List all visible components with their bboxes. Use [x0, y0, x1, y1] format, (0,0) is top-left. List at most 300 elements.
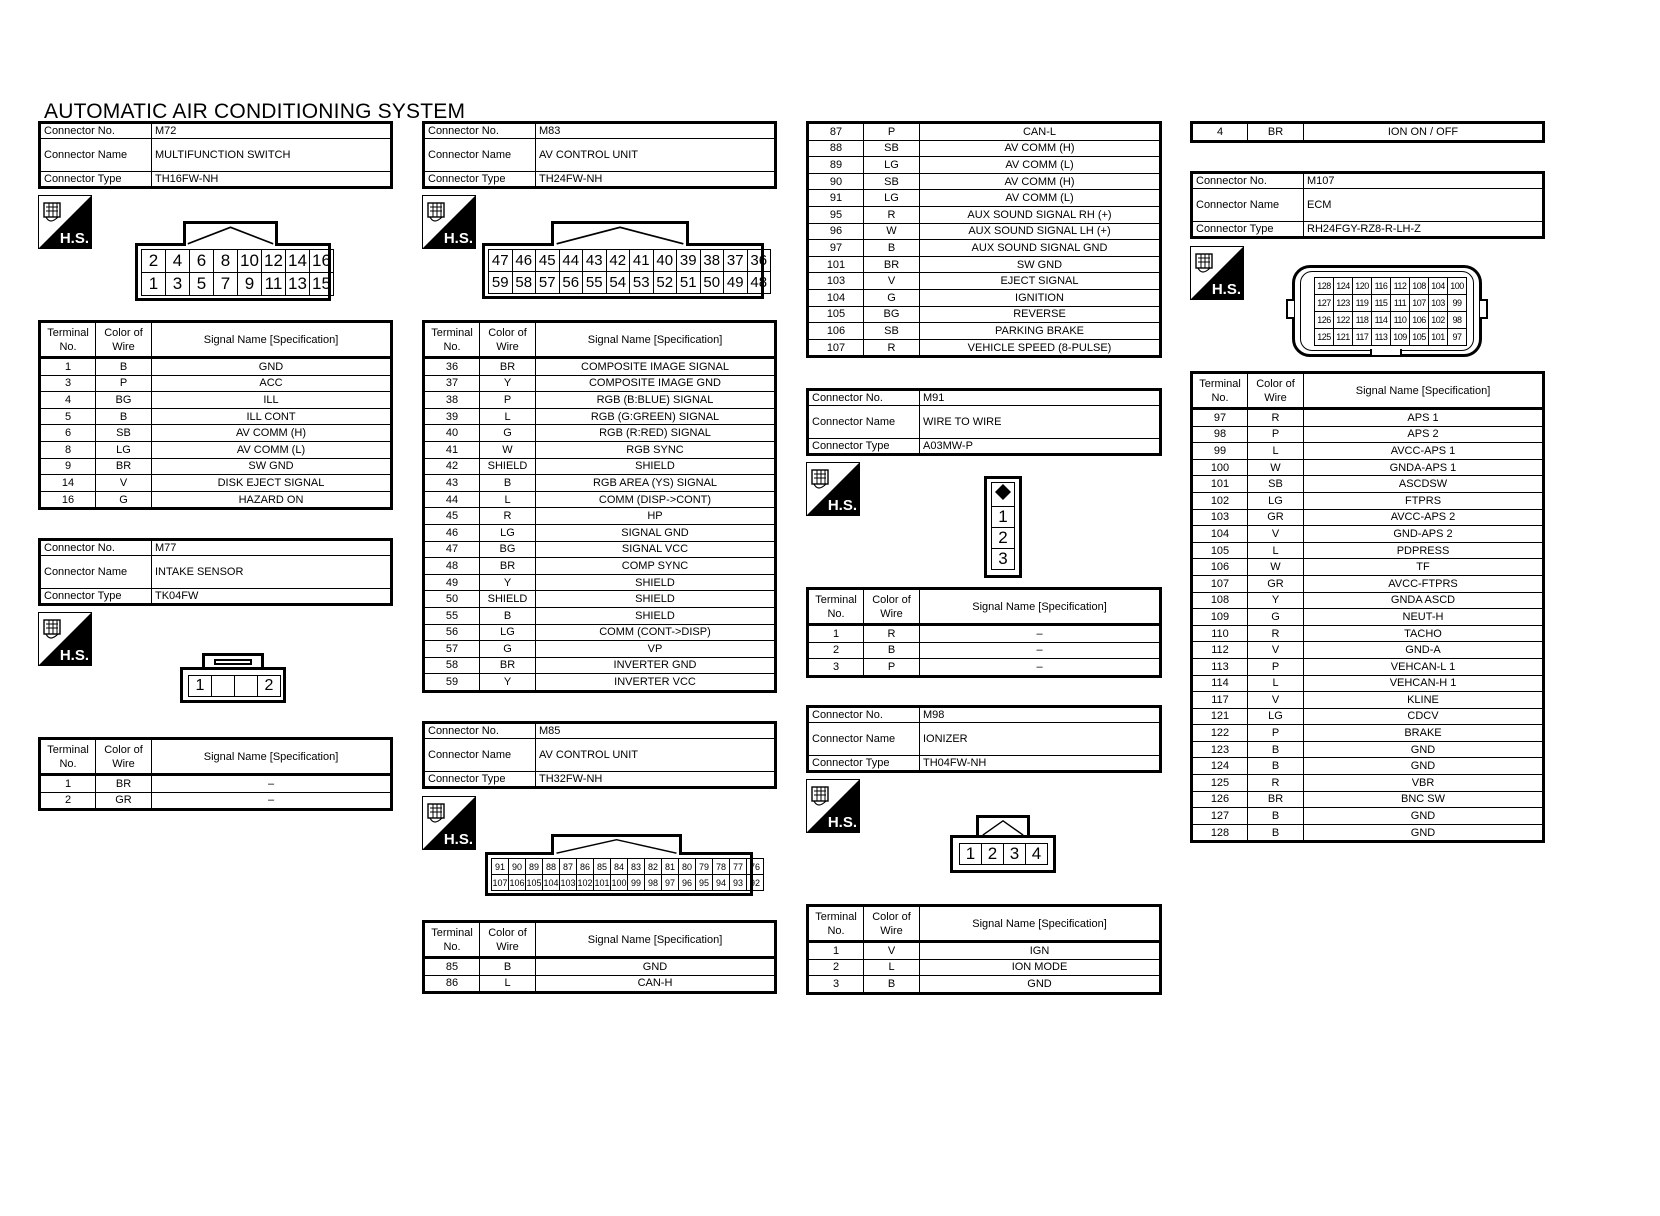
wire-color: B: [1248, 758, 1304, 775]
terminal-no: 36: [424, 358, 480, 376]
signal-name: ASCDSW: [1304, 476, 1544, 493]
connector-no: M77: [152, 540, 392, 556]
wire-color: SB: [864, 140, 920, 157]
terminal-no: 56: [424, 624, 480, 641]
terminal-no: 127: [1192, 808, 1248, 825]
terminal-no: 14: [40, 475, 96, 492]
harness-side-icon: [38, 195, 92, 249]
pin-cell: 116: [1372, 278, 1391, 295]
signal-name: –: [920, 625, 1161, 643]
table-row: [808, 206, 1161, 223]
terminal-no: 1: [40, 775, 96, 793]
table-row: [808, 339, 1161, 357]
signal-name: VEHCAN-H 1: [1304, 675, 1544, 692]
signal-name: COMM (DISP->CONT): [536, 491, 776, 508]
info-label: Connector No.: [40, 123, 152, 139]
signal-name: GND: [920, 976, 1161, 994]
table-row: [1192, 775, 1544, 792]
terminal-no: 98: [1192, 426, 1248, 443]
connector-type: TK04FW: [152, 589, 392, 605]
info-label: Connector No.: [424, 123, 536, 139]
table-row: [424, 491, 776, 508]
table-row: [808, 659, 1161, 677]
signal-name: GND: [1304, 758, 1544, 775]
wire-color: Y: [1248, 592, 1304, 609]
info-label: Connector Name: [40, 139, 152, 172]
terminal-no: 55: [424, 607, 480, 624]
terminal-no: 110: [1192, 625, 1248, 642]
pin-cell: 107: [492, 875, 509, 891]
terminal-no: 109: [1192, 609, 1248, 626]
signal-name: RGB (B:BLUE) SIGNAL: [536, 392, 776, 409]
table-row: [424, 657, 776, 674]
pin-cell: 52: [653, 272, 677, 294]
signal-name: SHIELD: [536, 574, 776, 591]
terminal-no: 40: [424, 425, 480, 442]
table-row: [808, 173, 1161, 190]
m91-terminal-table: [806, 587, 1162, 678]
pin-cell: 101: [594, 875, 611, 891]
signal-name: SW GND: [152, 458, 392, 475]
wire-color: BG: [480, 541, 536, 558]
signal-name: COMM (CONT->DISP): [536, 624, 776, 641]
pin-cell: 3: [166, 273, 190, 296]
table-row: [1192, 443, 1544, 460]
terminal-no: 37: [424, 375, 480, 392]
signal-name: PARKING BRAKE: [920, 323, 1161, 340]
wire-color: G: [480, 425, 536, 442]
wire-color: LG: [864, 190, 920, 207]
signal-name: AV COMM (H): [152, 425, 392, 442]
connector-no: M85: [536, 723, 776, 739]
wire-color: P: [1248, 725, 1304, 742]
table-row: [424, 624, 776, 641]
terminal-no: 3: [40, 375, 96, 392]
table-row: [40, 491, 392, 509]
signal-name: RGB AREA (YS) SIGNAL: [536, 475, 776, 492]
wire-color: V: [864, 942, 920, 960]
pin-cell: 13: [286, 273, 310, 296]
m77-terminal-table: [38, 737, 393, 811]
signal-name: VEHCAN-L 1: [1304, 658, 1544, 675]
terminal-no: 1: [808, 625, 864, 643]
table-row: [808, 157, 1161, 174]
m107-terminal-table: [1190, 371, 1545, 843]
table-row: [1192, 708, 1544, 725]
signal-name: AUX SOUND SIGNAL RH (+): [920, 206, 1161, 223]
signal-name: EJECT SIGNAL: [920, 273, 1161, 290]
terminal-no: 59: [424, 674, 480, 692]
signal-name: CDCV: [1304, 708, 1544, 725]
terminal-no: 99: [1192, 443, 1248, 460]
connector-no: M98: [920, 707, 1161, 723]
pin-cell: 1: [189, 676, 212, 697]
terminal-no-header: Terminal No.: [40, 739, 96, 775]
wire-color: BR: [480, 358, 536, 376]
m107-connector-info: [1190, 171, 1545, 239]
pin-cell: 12: [262, 250, 286, 273]
hs-label: H.S.: [827, 497, 857, 514]
signal-name: VEHICLE SPEED (8-PULSE): [920, 339, 1161, 357]
signal-name-header: Signal Name [Specification]: [152, 322, 392, 358]
signal-name: VP: [536, 641, 776, 658]
pin-cell: 123: [1334, 295, 1353, 312]
pin-cell: 113: [1372, 329, 1391, 346]
wire-color: B: [480, 958, 536, 976]
wire-color: V: [1248, 692, 1304, 709]
signal-name: SHIELD: [536, 458, 776, 475]
terminal-no: 106: [1192, 559, 1248, 576]
terminal-no: 1: [40, 358, 96, 376]
table-row: [808, 223, 1161, 240]
pin-cell: 97: [662, 875, 679, 891]
table-row: [40, 358, 392, 376]
pin-cell: 102: [577, 875, 594, 891]
signal-name: TF: [1304, 559, 1544, 576]
wire-color: LG: [480, 624, 536, 641]
harness-side-icon: [422, 195, 476, 249]
signal-name: AVCC-APS 1: [1304, 443, 1544, 460]
m83-terminal-table: [422, 320, 777, 693]
table-row: [808, 976, 1161, 994]
table-row: [1192, 559, 1544, 576]
table-row: [1192, 492, 1544, 509]
pin-cell: 98: [1448, 312, 1467, 329]
table-row: [424, 441, 776, 458]
signal-name: ACC: [152, 375, 392, 392]
connector-name: WIRE TO WIRE: [920, 406, 1161, 439]
terminal-no: 49: [424, 574, 480, 591]
pin-cell: 2: [142, 250, 166, 273]
wire-color: SB: [96, 425, 152, 442]
connector-type: RH24FGY-RZ8-R-LH-Z: [1304, 222, 1544, 238]
terminal-no: 45: [424, 508, 480, 525]
wire-color: B: [1248, 741, 1304, 758]
signal-name: NEUT-H: [1304, 609, 1544, 626]
terminal-no: 9: [40, 458, 96, 475]
wire-color: G: [1248, 609, 1304, 626]
wire-color: Y: [480, 674, 536, 692]
wire-color: SB: [1248, 476, 1304, 493]
table-row: [1192, 409, 1544, 427]
terminal-no: 6: [40, 425, 96, 442]
info-label: Connector Type: [808, 439, 920, 455]
terminal-no: 97: [808, 240, 864, 257]
terminal-no: 126: [1192, 791, 1248, 808]
table-row: [424, 641, 776, 658]
signal-name: SW GND: [920, 256, 1161, 273]
signal-name: SHIELD: [536, 591, 776, 608]
signal-name: GNDA ASCD: [1304, 592, 1544, 609]
table-row: [808, 959, 1161, 976]
terminal-no: 3: [808, 659, 864, 677]
pin-cell: 4: [1026, 844, 1048, 865]
signal-name: INVERTER VCC: [536, 674, 776, 692]
pin-cell: 100: [1448, 278, 1467, 295]
pin-cell: 2: [992, 528, 1015, 549]
table-row: [808, 256, 1161, 273]
pin-cell: 104: [1429, 278, 1448, 295]
table-row: [1192, 575, 1544, 592]
terminal-no-header: Terminal No.: [808, 906, 864, 942]
signal-name: GND-A: [1304, 642, 1544, 659]
table-row: [40, 392, 392, 409]
signal-name: AVCC-APS 2: [1304, 509, 1544, 526]
pin-cell: 42: [606, 250, 630, 272]
m91-connector-info: [806, 388, 1162, 456]
terminal-no: 128: [1192, 824, 1248, 842]
connector-name: MULTIFUNCTION SWITCH: [152, 139, 392, 172]
pin-cell: 86: [577, 859, 594, 875]
terminal-no: 104: [1192, 526, 1248, 543]
table-row: [40, 792, 392, 810]
terminal-no: 87: [808, 123, 864, 141]
wire-color: R: [1248, 409, 1304, 427]
wire-color: L: [1248, 542, 1304, 559]
wire-color: Y: [480, 574, 536, 591]
info-label: Connector Type: [424, 772, 536, 788]
signal-name: PDPRESS: [1304, 542, 1544, 559]
terminal-no: 91: [808, 190, 864, 207]
pin-cell: 3: [1004, 844, 1026, 865]
pin-cell: 38: [700, 250, 724, 272]
pin-cell: 98: [645, 875, 662, 891]
pin-cell: 94: [713, 875, 730, 891]
info-label: Connector No.: [40, 540, 152, 556]
pin-cell: 106: [1410, 312, 1429, 329]
signal-name: ILL: [152, 392, 392, 409]
terminal-no: 57: [424, 641, 480, 658]
terminal-no: 108: [1192, 592, 1248, 609]
pin-cell: 99: [628, 875, 645, 891]
harness-side-icon: [806, 779, 860, 833]
table-row: [40, 775, 392, 793]
signal-name: AV COMM (H): [920, 173, 1161, 190]
table-row: [1192, 625, 1544, 642]
info-label: Connector Type: [40, 589, 152, 605]
pin-cell: 87: [560, 859, 577, 875]
color-of-wire-header: Color of Wire: [480, 922, 536, 958]
terminal-no: 105: [808, 306, 864, 323]
terminal-no: 46: [424, 524, 480, 541]
info-label: Connector No.: [1192, 173, 1304, 189]
pin-cell: 79: [696, 859, 713, 875]
pin-cell: 128: [1315, 278, 1334, 295]
signal-name-header: Signal Name [Specification]: [536, 322, 776, 358]
terminal-no: 102: [1192, 492, 1248, 509]
table-row: [1192, 542, 1544, 559]
signal-name: INVERTER GND: [536, 657, 776, 674]
signal-name: GND: [536, 958, 776, 976]
terminal-no: 43: [424, 475, 480, 492]
table-row: [1192, 476, 1544, 493]
pin-cell: 14: [286, 250, 310, 273]
signal-name: COMPOSITE IMAGE SIGNAL: [536, 358, 776, 376]
pin-cell: 110: [1391, 312, 1410, 329]
connector-name: IONIZER: [920, 723, 1161, 756]
terminal-no: 85: [424, 958, 480, 976]
terminal-no: 88: [808, 140, 864, 157]
pin-cell: 83: [628, 859, 645, 875]
wire-color: B: [480, 607, 536, 624]
pin-cell: 7: [214, 273, 238, 296]
signal-name-header: Signal Name [Specification]: [1304, 373, 1544, 409]
table-row: [1192, 758, 1544, 775]
table-row: [808, 123, 1161, 141]
pin-cell: 39: [677, 250, 701, 272]
terminal-no: 114: [1192, 675, 1248, 692]
signal-name: RGB SYNC: [536, 441, 776, 458]
table-row: [424, 508, 776, 525]
m77-connector-info: [38, 538, 393, 606]
table-row: [424, 524, 776, 541]
terminal-no: 121: [1192, 708, 1248, 725]
pin-cell: 100: [611, 875, 628, 891]
terminal-no: 48: [424, 558, 480, 575]
table-row: [424, 541, 776, 558]
pin-cell: 45: [536, 250, 560, 272]
harness-side-icon: [422, 796, 476, 850]
connector-type: TH16FW-NH: [152, 172, 392, 188]
pin-cell: 102: [1429, 312, 1448, 329]
pin-cell: 107: [1410, 295, 1429, 312]
pin-cell: 92: [747, 875, 764, 891]
signal-name: HAZARD ON: [152, 491, 392, 509]
m98_cont-terminal-table: [1190, 121, 1545, 143]
pin-cell: 112: [1391, 278, 1410, 295]
pin-cell: 4: [166, 250, 190, 273]
terminal-no: 113: [1192, 658, 1248, 675]
pin-cell: 1: [992, 507, 1015, 528]
signal-name: IGN: [920, 942, 1161, 960]
terminal-no: 44: [424, 491, 480, 508]
wire-color: V: [1248, 642, 1304, 659]
wire-color: R: [1248, 625, 1304, 642]
pin-cell: 88: [543, 859, 560, 875]
pin-cell: 93: [730, 875, 747, 891]
pin-cell: 76: [747, 859, 764, 875]
hs-label: H.S.: [1211, 281, 1241, 298]
pin-cell: 90: [509, 859, 526, 875]
pin-cell: 105: [526, 875, 543, 891]
wire-color: BR: [1248, 123, 1304, 142]
wire-color: L: [1248, 443, 1304, 460]
table-row: [1192, 459, 1544, 476]
terminal-no-header: Terminal No.: [808, 589, 864, 625]
signal-name: KLINE: [1304, 692, 1544, 709]
pin-cell: 2: [982, 844, 1004, 865]
table-row: [424, 375, 776, 392]
m98-connector-info: [806, 705, 1162, 773]
signal-name: REVERSE: [920, 306, 1161, 323]
terminal-no: 2: [808, 959, 864, 976]
m72-terminal-table: [38, 320, 393, 510]
terminal-no: 89: [808, 157, 864, 174]
pin-cell: 77: [730, 859, 747, 875]
pin-cell: 80: [679, 859, 696, 875]
m83-connector-info: [422, 121, 777, 189]
signal-name: AV COMM (L): [920, 157, 1161, 174]
signal-name-header: Signal Name [Specification]: [536, 922, 776, 958]
info-label: Connector Type: [1192, 222, 1304, 238]
page-title: AUTOMATIC AIR CONDITIONING SYSTEM: [44, 100, 466, 123]
wire-color: P: [864, 123, 920, 141]
wire-color: BG: [96, 392, 152, 409]
pin-cell: 44: [559, 250, 583, 272]
wire-color: V: [1248, 526, 1304, 543]
terminal-no: 103: [808, 273, 864, 290]
signal-name: CAN-L: [920, 123, 1161, 141]
terminal-no: 95: [808, 206, 864, 223]
pin-cell: 48: [747, 272, 771, 294]
signal-name: RGB (G:GREEN) SIGNAL: [536, 408, 776, 425]
table-row: [424, 458, 776, 475]
harness-side-icon: [806, 462, 860, 516]
pin-cell: 82: [645, 859, 662, 875]
table-row: [1192, 426, 1544, 443]
hs-label: H.S.: [443, 230, 473, 247]
terminal-no: 47: [424, 541, 480, 558]
table-row: [808, 273, 1161, 290]
wire-color: R: [864, 206, 920, 223]
signal-name: IGNITION: [920, 289, 1161, 306]
pin-cell: 11: [262, 273, 286, 296]
connector-no: M107: [1304, 173, 1544, 189]
table-row: [1192, 808, 1544, 825]
signal-name: AVCC-FTPRS: [1304, 575, 1544, 592]
connector-type: TH32FW-NH: [536, 772, 776, 788]
pin-cell: 115: [1372, 295, 1391, 312]
wire-color: P: [96, 375, 152, 392]
pin-cell: 125: [1315, 329, 1334, 346]
signal-name: GND: [1304, 824, 1544, 842]
wire-color: W: [480, 441, 536, 458]
pin-cell: 108: [1410, 278, 1429, 295]
pin-cell: 50: [700, 272, 724, 294]
pin-cell: 96: [679, 875, 696, 891]
pin-cell: 104: [543, 875, 560, 891]
wire-color: L: [480, 408, 536, 425]
pin-cell: 121: [1334, 329, 1353, 346]
signal-name: SIGNAL GND: [536, 524, 776, 541]
wire-color: L: [1248, 675, 1304, 692]
table-row: [40, 408, 392, 425]
wire-color: B: [96, 358, 152, 376]
table-row: [1192, 824, 1544, 842]
signal-name: GND: [1304, 808, 1544, 825]
wire-color: LG: [480, 524, 536, 541]
pin-cell: 49: [724, 272, 748, 294]
terminal-no: 101: [1192, 476, 1248, 493]
table-row: [1192, 791, 1544, 808]
connector-no: M72: [152, 123, 392, 139]
wire-color: SHIELD: [480, 591, 536, 608]
color-of-wire-header: Color of Wire: [1248, 373, 1304, 409]
info-label: Connector No.: [808, 390, 920, 406]
wire-color: R: [1248, 775, 1304, 792]
terminal-no: 16: [40, 491, 96, 509]
signal-name: –: [152, 775, 392, 793]
table-row: [424, 574, 776, 591]
connector-type: TH24FW-NH: [536, 172, 776, 188]
signal-name: –: [920, 642, 1161, 659]
terminal-no: 104: [808, 289, 864, 306]
table-row: [808, 240, 1161, 257]
pin-cell: 2: [258, 676, 281, 697]
terminal-no: 96: [808, 223, 864, 240]
pin-cell: 55: [583, 272, 607, 294]
pin-cell: 43: [583, 250, 607, 272]
